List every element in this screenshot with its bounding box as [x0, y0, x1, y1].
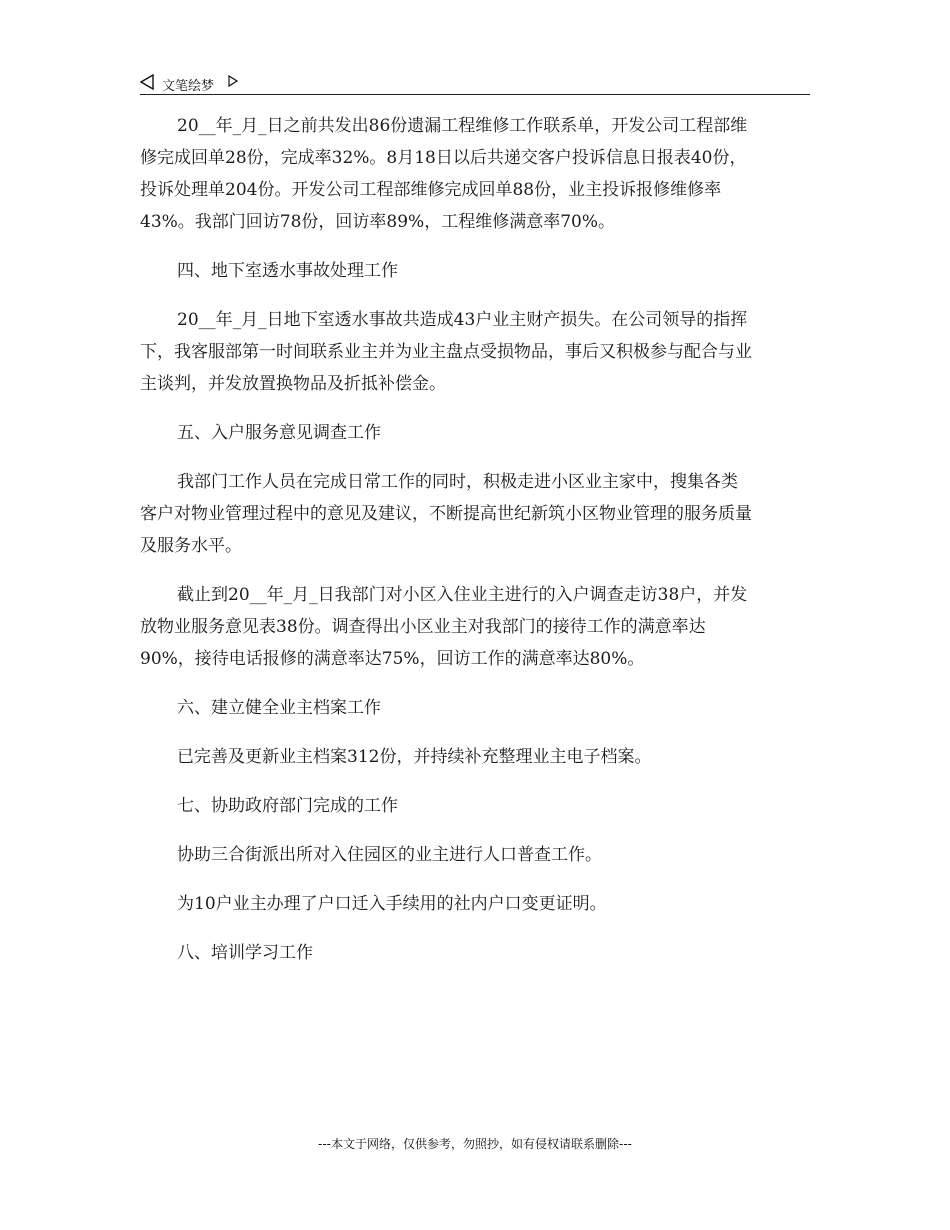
- paragraph-line: 六、建立健全业主档案工作: [177, 698, 381, 718]
- paragraph-line: 及服务水平。: [140, 536, 242, 556]
- paragraph: [140, 790, 812, 822]
- paragraph: [140, 579, 812, 675]
- triangle-left-icon: [140, 74, 154, 90]
- paragraph-line: 协助三合街派出所对入住园区的业主进行人口普查工作。: [177, 845, 602, 865]
- paragraph-line: 放物业服务意见表38份。调查得出小区业主对我部门的接待工作的满意率达: [140, 617, 706, 637]
- paragraph-line: 20__年_月_日地下室透水事故共造成43户业主财产损失。在公司领导的指挥: [177, 310, 748, 330]
- document-body: [140, 110, 812, 986]
- paragraph-line: 截止到20__年_月_日我部门对小区入住业主进行的入户调查走访38户，并发: [177, 585, 748, 605]
- paragraph-line: 90%，接待电话报修的满意率达75%，回访工作的满意率达80%。: [140, 649, 645, 669]
- paragraph: [140, 741, 812, 773]
- page-header: [140, 72, 810, 95]
- paragraph-line: 五、入户服务意见调查工作: [177, 423, 381, 443]
- paragraph: [140, 255, 812, 287]
- paragraph-line: 下，我客服部第一时间联系业主并为业主盘点受损物品，事后又积极参与配合与业: [140, 342, 752, 362]
- footer-disclaimer: ---本文于网络，仅供参考，勿照抄，如有侵权请联系删除---: [318, 1137, 632, 1151]
- paragraph: [140, 304, 812, 400]
- paragraph: [140, 692, 812, 724]
- paragraph-line: 已完善及更新业主档案312份，并持续补充整理业主电子档案。: [177, 747, 652, 767]
- paragraph-line: 四、地下室透水事故处理工作: [177, 261, 398, 281]
- paragraph-line: 投诉处理单204份。开发公司工程部维修完成回单88份，业主投诉报修维修率: [140, 180, 722, 200]
- paragraph: [140, 466, 812, 562]
- paragraph: [140, 110, 812, 238]
- paragraph-line: 20__年_月_日之前共发出86份遗漏工程维修工作联系单，开发公司工程部维: [177, 116, 748, 136]
- paragraph-line: 八、培训学习工作: [177, 943, 313, 963]
- paragraph-line: 43%。我部门回访78份，回访率89%，工程维修满意率70%。: [140, 212, 615, 232]
- paragraph: [140, 888, 812, 920]
- paragraph-line: 客户对物业管理过程中的意见及建议，不断提高世纪新筑小区物业管理的服务质量: [140, 504, 752, 524]
- header-title: 文笔绘梦: [162, 79, 215, 94]
- paragraph: [140, 839, 812, 871]
- triangle-right-icon: [228, 75, 238, 87]
- paragraph-line: 为10户业主办理了户口迁入手续用的社内户口变更证明。: [177, 894, 607, 914]
- paragraph-line: 七、协助政府部门完成的工作: [177, 796, 398, 816]
- paragraph-line: 修完成回单28份，完成率32%。8月18日以后共递交客户投诉信息日报表40份，: [140, 148, 747, 168]
- paragraph: [140, 417, 812, 449]
- paragraph: [140, 937, 812, 969]
- paragraph-line: 我部门工作人员在完成日常工作的同时，积极走进小区业主家中，搜集各类: [177, 472, 738, 492]
- paragraph-line: 主谈判，并发放置换物品及折抵补偿金。: [140, 374, 446, 394]
